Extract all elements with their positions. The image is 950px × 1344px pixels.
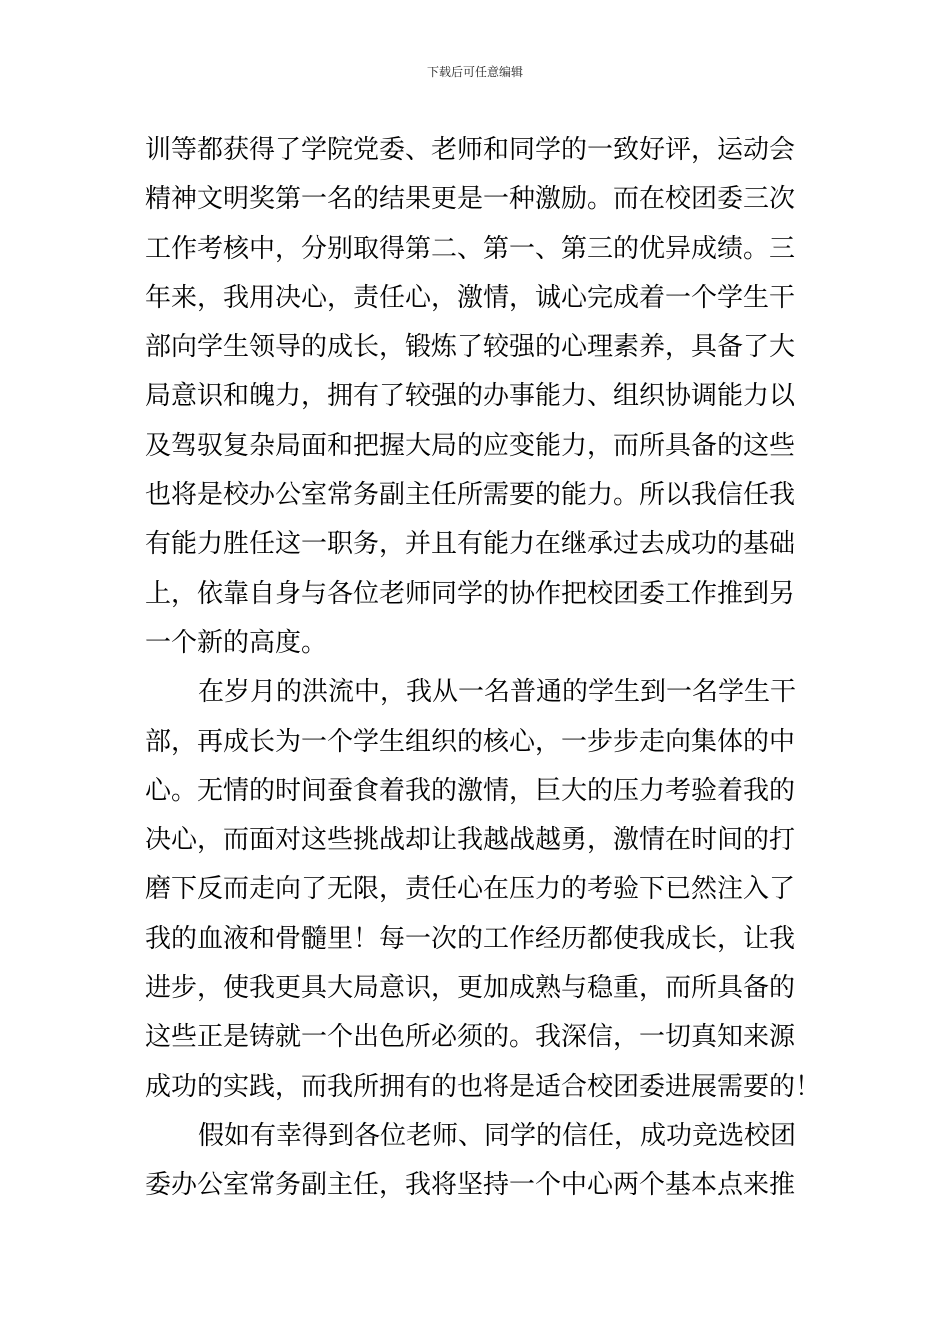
text-line: 上，依靠自身与各位老师同学的协作把校团委工作推到另	[145, 578, 796, 609]
text-line: 成功的实践，而我所拥有的也将是适合校团委进展需要的！	[145, 1071, 822, 1102]
text-line: 进步，使我更具大局意识，更加成熟与稳重，而所具备的	[145, 973, 796, 1004]
text-line: 局意识和魄力，拥有了较强的办事能力、组织协调能力以	[145, 381, 796, 412]
text-line: 心。无情的时间蚕食着我的激情，巨大的压力考验着我的	[145, 775, 796, 806]
text-line: 一个新的高度。	[145, 627, 328, 658]
text-line: 部，再成长为一个学生组织的核心，一步步走向集体的中	[145, 726, 796, 757]
document-body	[145, 126, 822, 1211]
text-line: 委办公室常务副主任，我将坚持一个中心两个基本点来推	[145, 1170, 796, 1201]
text-line: 也将是校办公室常务副主任所需要的能力。所以我信任我	[145, 480, 796, 511]
text-line: 部向学生领导的成长，锻炼了较强的心理素养，具备了大	[145, 332, 796, 363]
text-line: 在岁月的洪流中，我从一名普通的学生到一名学生干	[198, 677, 797, 708]
text-line: 训等都获得了学院党委、老师和同学的一致好评，运动会	[145, 135, 796, 165]
text-line: 决心，而面对这些挑战却让我越战越勇，激情在时间的打	[145, 825, 796, 856]
text-line: 假如有幸得到各位老师、同学的信任，成功竞选校团	[198, 1120, 797, 1151]
text-line: 工作考核中，分别取得第二、第一、第三的优异成绩。三	[145, 233, 796, 264]
text-line: 这些正是铸就一个出色所必须的。我深信，一切真知来源	[145, 1022, 796, 1053]
page-header: 下载后可任意编辑	[426, 65, 523, 79]
text-line: 磨下反而走向了无限，责任心在压力的考验下已然注入了	[145, 874, 796, 905]
text-line: 年来，我用决心，责任心，激情，诚心完成着一个学生干	[145, 282, 796, 313]
text-line: 有能力胜任这一职务，并且有能力在继承过去成功的基础	[145, 529, 796, 560]
text-line: 我的血液和骨髓里！每一次的工作经历都使我成长，让我	[145, 923, 796, 954]
text-line: 精神文明奖第一名的结果更是一种激励。而在校团委三次	[145, 184, 796, 215]
text-line: 及驾驭复杂局面和把握大局的应变能力，而所具备的这些	[145, 430, 796, 461]
